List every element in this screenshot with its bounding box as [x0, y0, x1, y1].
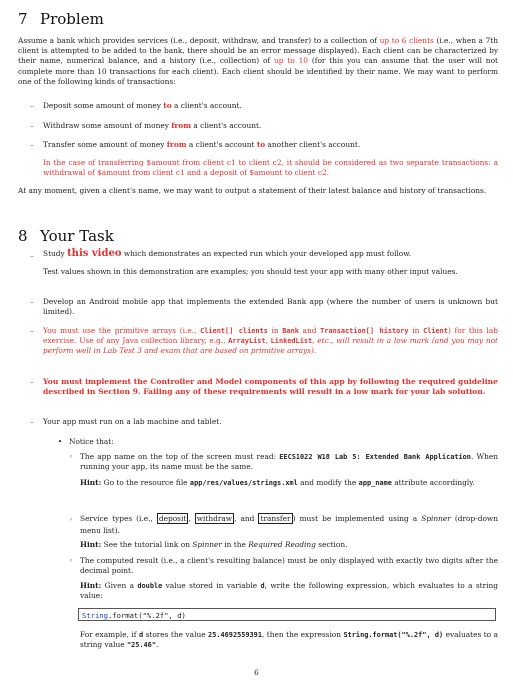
list-dash: – [30, 140, 34, 149]
sub-bullet: ◦ [69, 557, 74, 565]
code-text: ArrayList [228, 337, 266, 346]
list-dash: – [30, 326, 34, 335]
code-text: app/res/values/strings.xml [189, 479, 298, 487]
text: and [298, 326, 321, 335]
text: Withdraw some amount of money [43, 121, 172, 130]
text: Required Reading [248, 540, 316, 549]
hint-label: Hint: [80, 540, 102, 549]
deposit-box: deposit [158, 514, 187, 523]
text: ) for this lab exercise. Use of any Java collection library, e.g., [43, 326, 498, 346]
code-text: String.format("%.2f", d) [343, 631, 444, 639]
text: Transfer some amount of money [43, 140, 167, 149]
app-name-requirement [80, 452, 498, 472]
problem-intro [18, 36, 498, 87]
transfer-box: transfer [260, 514, 291, 523]
notice-label: Notice that: [69, 437, 114, 446]
text: (drop-down menu list). [80, 514, 498, 535]
highlight-text: from [171, 121, 192, 130]
text: You must use the primitive arrays (i.e., [43, 326, 201, 335]
list-dash: – [30, 417, 34, 426]
highlight-text: to [256, 140, 266, 149]
text: value stored in variable [162, 581, 261, 590]
hint-label: Hint: [80, 581, 102, 590]
text: See the tutorial link on [101, 540, 193, 549]
highlight-text: up to 10 [274, 56, 308, 66]
text: which demonstrates an expected run which your developed app must follow. [121, 249, 412, 258]
page-number: 6 [254, 668, 259, 677]
text: stores the value [143, 630, 209, 639]
text: , write the following expression, which evaluates to a string value: [80, 581, 499, 601]
text: and modify the [297, 478, 359, 487]
text: Study [43, 249, 68, 258]
code-text: 25.4692559391 [208, 631, 262, 639]
transaction-deposit [43, 101, 498, 111]
text: a client's account. [191, 121, 262, 130]
text: attribute accordingly. [391, 478, 475, 487]
list-dash: – [30, 251, 34, 260]
transaction-transfer [43, 140, 498, 150]
transaction-withdraw [43, 121, 498, 131]
text: another client's account. [265, 140, 361, 149]
text: . [155, 640, 159, 650]
section-title: Your Task [40, 227, 114, 245]
task-run: Your app must run on a lab machine and tablet. [43, 417, 222, 426]
text: For example, if [80, 630, 139, 639]
text: Deposit some amount of money [43, 101, 164, 110]
text: Assume a bank which provides services (i.e., deposit, withdraw, and transfer) to a collection of [18, 36, 380, 45]
text: in the [221, 540, 249, 549]
section-number: 8 [18, 227, 28, 245]
sub-bullet: ◦ [69, 453, 74, 461]
code-text: d [260, 582, 265, 590]
text: in [267, 326, 283, 335]
text: a client's account [186, 140, 257, 149]
bullet: • [58, 438, 63, 446]
list-dash: – [30, 121, 34, 130]
list-dash: – [30, 377, 34, 386]
code-text: LinkedList [270, 337, 313, 346]
transfer-note: In the case of transferring $amount from client c1 to client c2, it should be considered as two separate transactions: a withdrawal of $amount from client c1 and a deposit of $amount to client c2. [43, 158, 498, 178]
text: Go to the resource file [101, 478, 190, 487]
code-text: EECS1022 W18 Lab 5: Extended Bank Application [279, 453, 471, 461]
list-dash: – [30, 297, 34, 306]
text: Spinner [421, 514, 451, 523]
text: , [265, 336, 271, 346]
code-example-box [78, 608, 496, 621]
code-text: d [138, 631, 144, 639]
list-dash: – [30, 101, 34, 110]
code-text: .format("%.2f", d) [107, 611, 186, 620]
text: , and [234, 514, 259, 523]
code-text: Client[] clients [200, 327, 268, 335]
code-text: Client [423, 327, 448, 335]
text: Service types (i.e., [80, 514, 157, 523]
text: . When running your app, its name must be the same. [80, 452, 498, 472]
task-primitive-arrays [43, 326, 498, 357]
task-mvc-requirement: You must implement the Controller and Model components of this app by following the required guideline described in Section 9. Failing any of these requirements will result in a low mark for your lab solution. [43, 377, 498, 397]
text: evaluates to a string value [80, 630, 498, 650]
section-number: 7 [18, 10, 28, 28]
format-example [80, 630, 498, 650]
video-link[interactable]: this video [67, 248, 122, 259]
code-text: Transaction[] history [320, 327, 409, 335]
highlight-text: from [166, 140, 187, 149]
section-heading-problem [18, 10, 104, 28]
text: in [408, 326, 424, 335]
sub-bullet: ◦ [69, 516, 74, 524]
code-text: app_name [358, 479, 392, 487]
text: (i.e., when a 7th client is attempted to be added to the bank, there should be an error message displayed). Each client can be characterized by their name, numerical balance, and a history (i.e., collection) of [18, 36, 499, 66]
hint-label: Hint: [80, 478, 102, 487]
task-develop: Develop an Android mobile app that implements the extended Bank app (where the number of users is unknown but limited). [43, 297, 498, 317]
service-types-requirement: Service types (i.e., deposit , withdraw , and transfer ) must be implemented using a Spinner (drop-down menu list). [80, 514, 498, 535]
text: a client's account. [171, 101, 242, 110]
text: Given a [101, 581, 138, 590]
text: The app name on the top of the screen must read: [80, 452, 280, 461]
highlight-text: up to 6 clients [379, 36, 434, 45]
code-text: "25.46" [126, 641, 156, 650]
text: , then the expression [261, 630, 344, 639]
hint-format [80, 581, 498, 601]
problem-outro: At any moment, given a client's name, we may want to output a statement of their latest balance and history of transactions. [18, 186, 487, 195]
computed-result-requirement: The computed result (i.e., a client's resulting balance) must be only displayed with exactly two digits after the decimal point. [80, 556, 498, 576]
text: section. [315, 540, 348, 549]
text: (for this you can assume that the user will not complete more than 10 transactions for each client). Each client should be identified by their name. We may want to perform one of the following kinds of transactions: [18, 56, 498, 86]
code-text: double [137, 582, 163, 590]
code-keyword: String [82, 611, 108, 620]
text: Spinner [192, 540, 222, 549]
code-text: Bank [282, 327, 299, 335]
text: , etc., will result in a low mark (and you may not perform well in Lab Test 3 and exam that are based on primitive arrays). [43, 336, 498, 356]
section-heading-your-task [18, 227, 114, 245]
task-study [43, 249, 498, 259]
hint-spinner [80, 540, 498, 550]
hint-app-name [80, 478, 498, 488]
section-title: Problem [40, 10, 104, 28]
highlight-text: to [163, 101, 172, 110]
text: ) must be implemented using a [292, 514, 422, 523]
study-note: Test values shown in this demonstration are examples; you should test your app with many other input values. [43, 267, 458, 276]
withdraw-box: withdraw [196, 514, 233, 523]
